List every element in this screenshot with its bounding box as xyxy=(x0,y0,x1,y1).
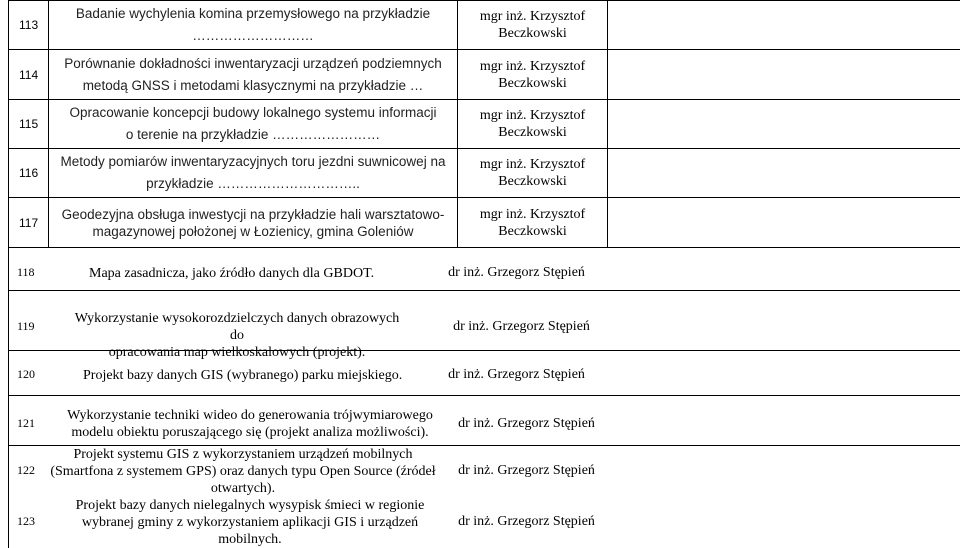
supervisor: dr inż. Grzegorz Stępień xyxy=(448,265,585,280)
supervisor xyxy=(458,100,608,149)
topic-title xyxy=(89,265,409,282)
topic-title-line: przykładzie ………………………….. xyxy=(146,176,360,191)
topic-title xyxy=(49,50,458,100)
topic-title-line: ……………………… xyxy=(192,28,314,43)
row-number: 113 xyxy=(9,1,49,50)
topic-title-line: o terenie na przykładzie …………………… xyxy=(125,127,381,142)
row-number: 120 xyxy=(17,367,35,381)
topic-title xyxy=(67,310,407,361)
topic-title-line: (Smartfona z systemem GPS) oraz danych typu Open Source (źródeł xyxy=(50,464,436,479)
supervisor: dr inż. Grzegorz Stępień xyxy=(453,319,590,334)
topic-title xyxy=(83,367,423,384)
empty-cell xyxy=(608,100,960,149)
topic-title-line: otwartych). xyxy=(210,481,276,496)
topic-title xyxy=(41,446,445,497)
row-number: 118 xyxy=(17,265,35,279)
supervisor-line: Beczkowski xyxy=(498,125,567,140)
topic-title-line: Wykorzystanie wysokorozdzielczych danych obrazowych do xyxy=(74,311,400,343)
row-number: 121 xyxy=(17,416,35,430)
topic-title-line: Opracowanie koncepcji budowy lokalnego systemu informacji xyxy=(69,105,437,120)
supervisor-line: mgr inż. Krzysztof xyxy=(479,108,586,123)
empty-cell xyxy=(608,149,960,198)
topic-title xyxy=(49,198,458,248)
table-row xyxy=(9,1,960,50)
supervisor-line: Beczkowski xyxy=(498,75,567,91)
supervisor-line: Beczkowski xyxy=(498,174,567,189)
table-row xyxy=(9,100,960,149)
row-divider xyxy=(9,395,960,396)
topic-title-line: wybranej gminy z wykorzystaniem aplikacji GIS i urządzeń xyxy=(81,515,419,530)
topic-title-line: Wykorzystanie techniki wideo do generowania trójwymiarowego xyxy=(67,408,433,423)
topic-title-line: Projekt bazy danych GIS (wybranego) parku miejskiego. xyxy=(83,368,403,383)
topic-title-line: Projekt bazy danych nielegalnych wysypisk śmieci w regionie xyxy=(75,498,425,513)
topic-title-line: Projekt systemu GIS z wykorzystaniem urządzeń mobilnych xyxy=(73,447,413,462)
topic-title-line: opracowania map wielkoskalowych (projekt). xyxy=(108,345,366,360)
supervisor: dr inż. Grzegorz Stępień xyxy=(448,367,585,382)
row-number: 119 xyxy=(17,319,35,333)
topic-title-line: Badanie wychylenia komina przemysłowego na przykładzie xyxy=(75,6,431,21)
topic-title-line: mobilnych. xyxy=(218,532,282,547)
lower-topics-block xyxy=(8,247,960,548)
table-row xyxy=(9,50,960,100)
supervisor: dr inż. Grzegorz Stępień xyxy=(458,416,595,431)
supervisor-line: mgr inż. Krzysztof xyxy=(479,9,586,24)
topic-title xyxy=(49,1,458,50)
supervisor xyxy=(458,198,608,248)
empty-cell xyxy=(608,50,960,100)
row-divider xyxy=(9,350,960,351)
topic-title xyxy=(49,100,458,149)
row-number: 117 xyxy=(9,198,49,248)
row-number: 115 xyxy=(9,100,49,149)
table-row xyxy=(9,149,960,198)
row-number: 123 xyxy=(17,514,35,528)
empty-cell xyxy=(608,198,960,248)
topic-title-line: Geodezyjna obsługa inwestycji na przykładzie hali warsztatowo- xyxy=(61,206,445,222)
row-number: 122 xyxy=(17,463,35,477)
row-divider xyxy=(9,290,960,291)
supervisor-line: mgr inż. Krzysztof xyxy=(479,58,586,74)
supervisor-line: mgr inż. Krzysztof xyxy=(479,157,586,172)
supervisor-line: Beczkowski xyxy=(498,223,567,239)
supervisor: dr inż. Grzegorz Stępień xyxy=(458,514,595,529)
supervisor: dr inż. Grzegorz Stępień xyxy=(458,463,595,478)
topic-title xyxy=(55,407,445,441)
topic-title-line: magazynowej położonej w Łozienicy, gmina Goleniów xyxy=(92,223,414,239)
topic-title-line: Porównanie dokładności inwentaryzacji urządzeń podziemnych xyxy=(64,55,442,71)
supervisor xyxy=(458,50,608,100)
topic-title xyxy=(55,497,445,548)
empty-cell xyxy=(608,1,960,50)
topic-title xyxy=(49,149,458,198)
row-number: 114 xyxy=(9,50,49,100)
supervisor-line: Beczkowski xyxy=(498,26,567,41)
supervisor xyxy=(458,1,608,50)
topic-title-line: modelu obiektu poruszającego się (projekt analiza możliwości). xyxy=(71,425,429,440)
supervisor xyxy=(458,149,608,198)
topic-title-line: Mapa zasadnicza, jako źródło danych dla GBDOT. xyxy=(89,266,375,281)
table-row xyxy=(9,198,960,248)
upper-topics-table xyxy=(8,0,960,248)
topic-title-line: Metody pomiarów inwentaryzacyjnych toru jezdni suwnicowej na xyxy=(60,154,446,169)
row-number: 116 xyxy=(9,149,49,198)
topic-title-line: metodą GNSS i metodami klasycznymi na przykładzie … xyxy=(82,77,424,93)
supervisor-line: mgr inż. Krzysztof xyxy=(479,206,586,222)
